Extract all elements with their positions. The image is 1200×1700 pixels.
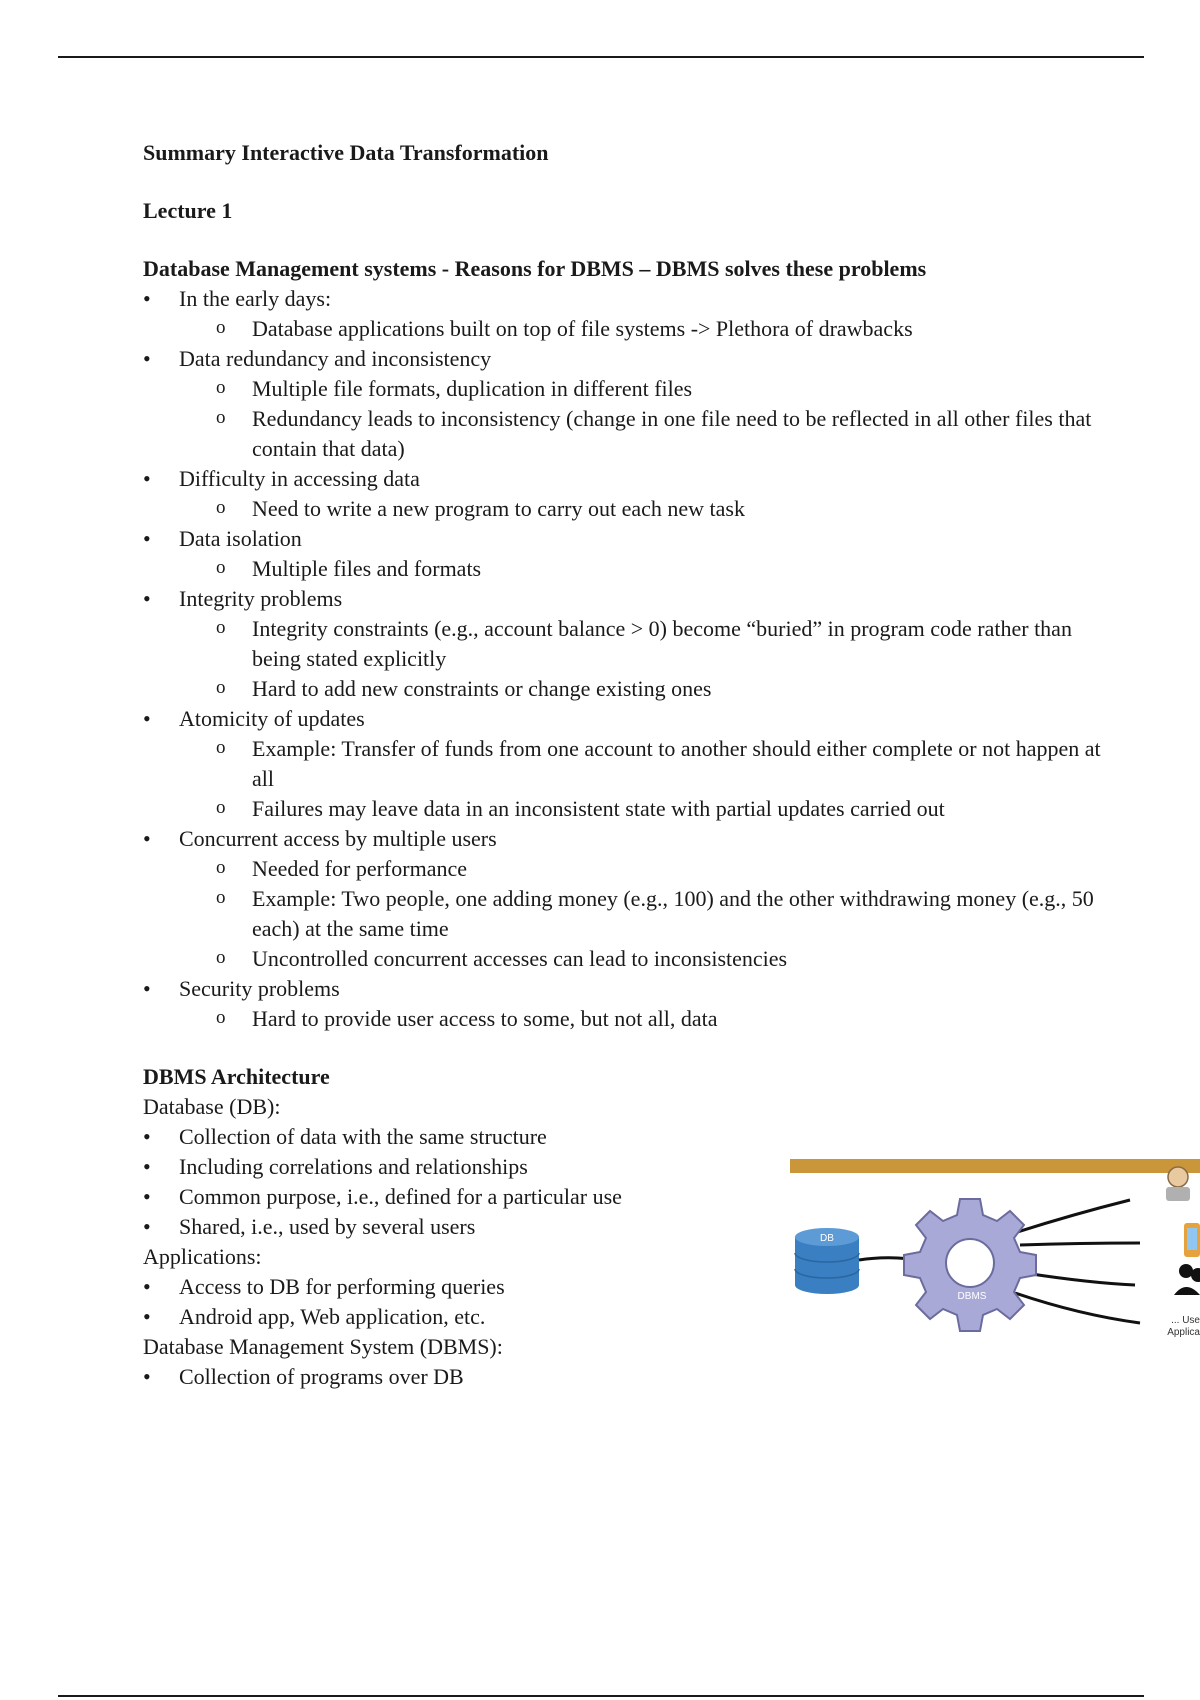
- section-heading-architecture: DBMS Architecture: [143, 1064, 330, 1089]
- lecture-heading: Lecture 1: [143, 198, 233, 223]
- db-list: [143, 1122, 763, 1242]
- reasons-list: [143, 284, 1103, 1034]
- list-item-text: Difficulty in accessing data: [179, 466, 420, 491]
- list-item: [143, 974, 1103, 1034]
- diagram-caption-line1: ... Use: [1171, 1315, 1200, 1326]
- document-title: Summary Interactive Data Transformation: [143, 140, 549, 165]
- db-label: Database (DB):: [143, 1094, 281, 1119]
- list-item: • Android app, Web application, etc.: [143, 1302, 763, 1332]
- db-text: DB: [820, 1233, 834, 1244]
- list-item: [143, 344, 1103, 464]
- list-item-text: Integrity problems: [179, 586, 343, 611]
- sub-list: [179, 614, 1103, 704]
- list-item: [143, 464, 1103, 524]
- dbms-label: Database Management System (DBMS):: [143, 1334, 503, 1359]
- sub-list: [179, 494, 1103, 524]
- sub-list: [179, 314, 1103, 344]
- list-item: [143, 584, 1103, 704]
- user-person-icon: [1166, 1167, 1190, 1201]
- list-item: [143, 524, 1103, 584]
- sub-list-item: o Database applications built on top of file systems -> Plethora of drawbacks: [252, 314, 1103, 344]
- list-item: • Collection of programs over DB: [143, 1362, 763, 1392]
- sub-list-item: o Needed for performance: [252, 854, 1103, 884]
- sub-list: [179, 734, 1103, 824]
- dbms-list: [143, 1362, 763, 1392]
- sub-list: [179, 854, 1103, 974]
- list-item: • Shared, i.e., used by several users: [143, 1212, 763, 1242]
- applications-list: [143, 1272, 763, 1332]
- sub-list-item: o Hard to add new constraints or change existing ones: [252, 674, 1103, 704]
- dbms-architecture-diagram: [790, 1155, 1200, 1345]
- diagram-header-bar: [790, 1159, 1200, 1173]
- mobile-phone-icon: [1184, 1223, 1200, 1257]
- list-item: [143, 704, 1103, 824]
- list-item: • Collection of data with the same structure: [143, 1122, 763, 1152]
- list-item-text: Data redundancy and inconsistency: [179, 346, 492, 371]
- database-cylinder-icon: [795, 1228, 859, 1294]
- dbms-gear-icon: [904, 1199, 1036, 1331]
- sub-list: [179, 554, 1103, 584]
- list-item: • Access to DB for performing queries: [143, 1272, 763, 1302]
- sub-list-item: o Multiple files and formats: [252, 554, 1103, 584]
- sub-list-item: o Integrity constraints (e.g., account balance > 0) become “buried” in program code rather than being stated explicitly: [252, 614, 1103, 674]
- dbms-text: DBMS: [957, 1291, 987, 1302]
- list-item-text: Atomicity of updates: [179, 706, 365, 731]
- sub-list: [179, 1004, 1103, 1034]
- sub-list: [179, 374, 1103, 464]
- sub-list-item: o Hard to provide user access to some, but not all, data: [252, 1004, 1103, 1034]
- list-item: • Common purpose, i.e., defined for a particular use: [143, 1182, 763, 1212]
- list-item-text: In the early days:: [179, 286, 332, 311]
- user-group-icon: [1174, 1264, 1200, 1295]
- list-item-text: Concurrent access by multiple users: [179, 826, 497, 851]
- diagram-caption-line2: Applica: [1167, 1327, 1200, 1338]
- sub-list-item: o Redundancy leads to inconsistency (change in one file need to be reflected in all other files that contain that data): [252, 404, 1103, 464]
- sub-list-item: o Failures may leave data in an inconsistent state with partial updates carried out: [252, 794, 1103, 824]
- list-item-text: Security problems: [179, 976, 340, 1001]
- list-item-text: Data isolation: [179, 526, 302, 551]
- sub-list-item: o Example: Transfer of funds from one account to another should either complete or not happen at all: [252, 734, 1103, 794]
- sub-list-item: o Multiple file formats, duplication in different files: [252, 374, 1103, 404]
- applications-label: Applications:: [143, 1244, 262, 1269]
- top-rule: [58, 56, 1144, 58]
- list-item: • Including correlations and relationships: [143, 1152, 763, 1182]
- list-item: [143, 824, 1103, 974]
- sub-list-item: o Uncontrolled concurrent accesses can lead to inconsistencies: [252, 944, 1103, 974]
- architecture-section: [143, 1062, 763, 1392]
- bottom-rule: [58, 1695, 1144, 1697]
- list-item: [143, 284, 1103, 344]
- section-heading-reasons: Database Management systems - Reasons for DBMS – DBMS solves these problems: [143, 256, 927, 281]
- sub-list-item: o Need to write a new program to carry out each new task: [252, 494, 1103, 524]
- sub-list-item: o Example: Two people, one adding money (e.g., 100) and the other withdrawing money (e.g., 50 each) at the same time: [252, 884, 1103, 944]
